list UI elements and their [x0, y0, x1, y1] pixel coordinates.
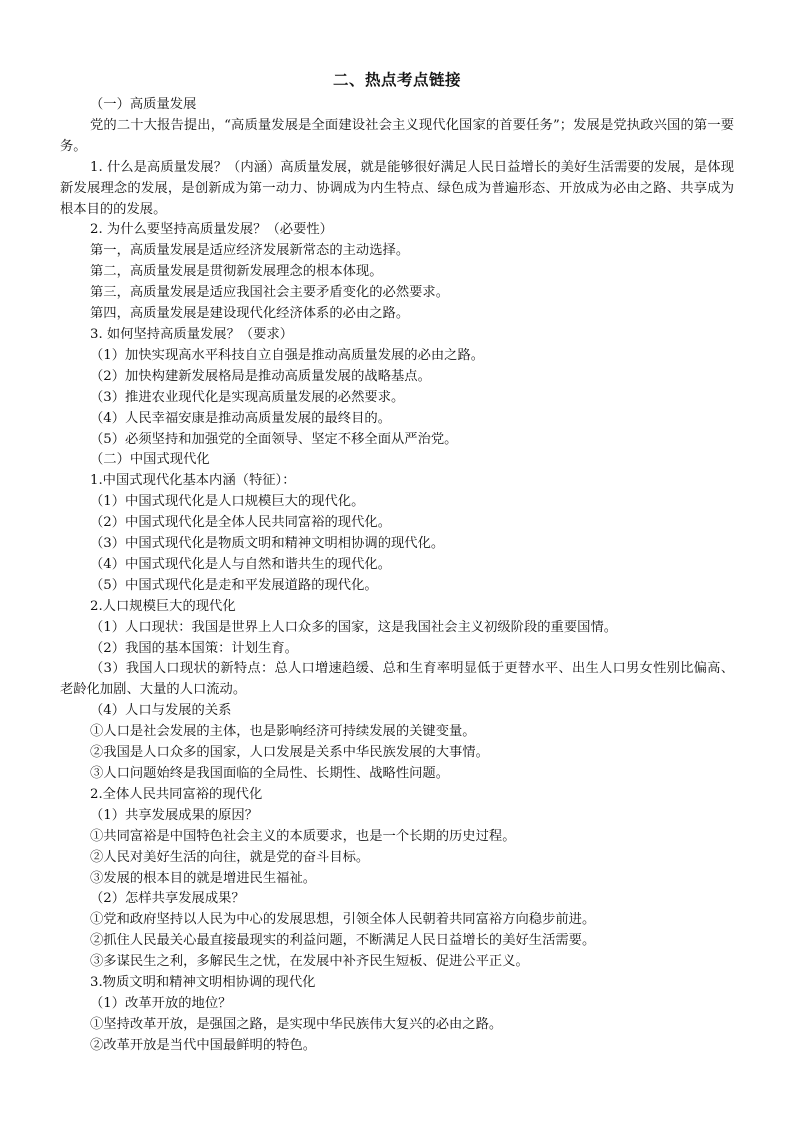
page-title: 二、热点考点链接 [332, 71, 461, 89]
paragraph-line: 3.物质文明和精神文明相协调的现代化 [90, 975, 316, 991]
paragraph-line: ①人口是社会发展的主体，也是影响经济可持续发展的关键变量。 [90, 724, 476, 740]
paragraph-line: ①坚持改革开放，是强国之路，是实现中华民族伟大复兴的必由之路。 [90, 1016, 503, 1032]
paragraph-line: （1）改革开放的地位？ [90, 995, 232, 1011]
paragraph-line: 2.人口规模巨大的现代化 [90, 598, 236, 614]
paragraph-line: （5）必须坚持和加强党的全面领导、坚定不移全面从严治党。 [90, 431, 458, 447]
paragraph-line: （2）加快构建新发展格局是推动高质量发展的战略基点。 [90, 368, 431, 384]
paragraph-line: （1）加快实现高水平科技自立自强是推动高质量发展的必由之路。 [90, 347, 485, 363]
paragraph-line: （2）我国的基本国策：计划生育。 [90, 640, 298, 656]
paragraph-line: 第三，高质量发展是适应我国社会主要矛盾变化的必然要求。 [90, 285, 450, 301]
paragraph-line: （二）中国式现代化 [90, 452, 210, 468]
paragraph-line: ②我国是人口众多的国家，人口发展是关系中华民族发展的大事情。 [90, 745, 489, 761]
paragraph-line: ①共同富裕是中国特色社会主义的本质要求，也是一个长期的历史过程。 [90, 828, 516, 844]
document-body [60, 95, 734, 1057]
paragraph-line: 党的二十大报告提出，“高质量发展是全面建设社会主义现代化国家的首要任务”；发展是党执政兴国的第一要务。 [60, 117, 734, 154]
paragraph-line: 1.中国式现代化基本内涵（特征）： [90, 473, 296, 489]
paragraph-line: （5）中国式现代化是走和平发展道路的现代化。 [90, 577, 378, 593]
paragraph-line: ②抓住人民最关心最直接最现实的利益问题，不断满足人民日益增长的美好生活需要。 [90, 933, 596, 949]
paragraph-line: ②改革开放是当代中国最鲜明的特色。 [90, 1037, 317, 1053]
paragraph-line: （1）共享发展成果的原因？ [90, 807, 259, 823]
paragraph-line: （1）中国式现代化是人口规模巨大的现代化。 [90, 494, 365, 510]
paragraph-line: 第二，高质量发展是贯彻新发展理念的根本体现。 [90, 264, 383, 280]
paragraph-line: （一）高质量发展 [90, 97, 197, 112]
paragraph-line: （4）中国式现代化是人与自然和谐共生的现代化。 [90, 556, 391, 572]
paragraph-line: 1. 什么是高质量发展？（内涵）高质量发展，就是能够很好满足人民日益增长的美好生活需要的发展，是体现新发展理念的发展，是创新成为第一动力、协调成为内生特点、绿色成为普遍形态、开放成为必由之路、共享成为根本目的的发展。 [60, 159, 734, 217]
paragraph-line: 第一，高质量发展是适应经济发展新常态的主动选择。 [90, 243, 410, 259]
paragraph-line: （4）人民幸福安康是推动高质量发展的最终目的。 [90, 410, 391, 426]
paragraph-line: 2. 为什么要坚持高质量发展？（必要性） [90, 222, 333, 238]
paragraph-line: （3）我国人口现状的新特点：总人口增速趋缓、总和生育率明显低于更替水平、出生人口男女性别比偏高、老龄化加剧、大量的人口流动。 [60, 661, 734, 698]
paragraph-line: 3. 如何坚持高质量发展？（要求） [90, 326, 294, 342]
paragraph-line: ③发展的根本目的就是增进民生福祉。 [90, 870, 317, 886]
paragraph-line: （1）人口现状：我国是世界上人口众多的国家，这是我国社会主义初级阶段的重要国情。 [90, 619, 618, 635]
paragraph-line: ③人口问题始终是我国面临的全局性、长期性、战略性问题。 [90, 766, 450, 781]
paragraph-line: （3）推进农业现代化是实现高质量发展的必然要求。 [90, 389, 405, 405]
paragraph-line: （3）中国式现代化是物质文明和精神文明相协调的现代化。 [90, 536, 445, 552]
paragraph-line: 2.全体人民共同富裕的现代化 [90, 786, 263, 802]
paragraph-line: （2）怎样共享发展成果？ [90, 891, 245, 907]
paragraph-line: ③多谋民生之利，多解民生之忧，在发展中补齐民生短板、促进公平正义。 [90, 954, 529, 970]
paragraph-line: 第四，高质量发展是建设现代化经济体系的必由之路。 [90, 306, 410, 322]
paragraph-line: （4）人口与发展的关系 [90, 703, 232, 719]
paragraph-line: （2）中国式现代化是全体人民共同富裕的现代化。 [90, 515, 391, 531]
paragraph-line: ②人民对美好生活的向往，就是党的奋斗目标。 [90, 849, 370, 865]
paragraph-line: ①党和政府坚持以人民为中心的发展思想，引领全体人民朝着共同富裕方向稳步前进。 [90, 912, 596, 928]
